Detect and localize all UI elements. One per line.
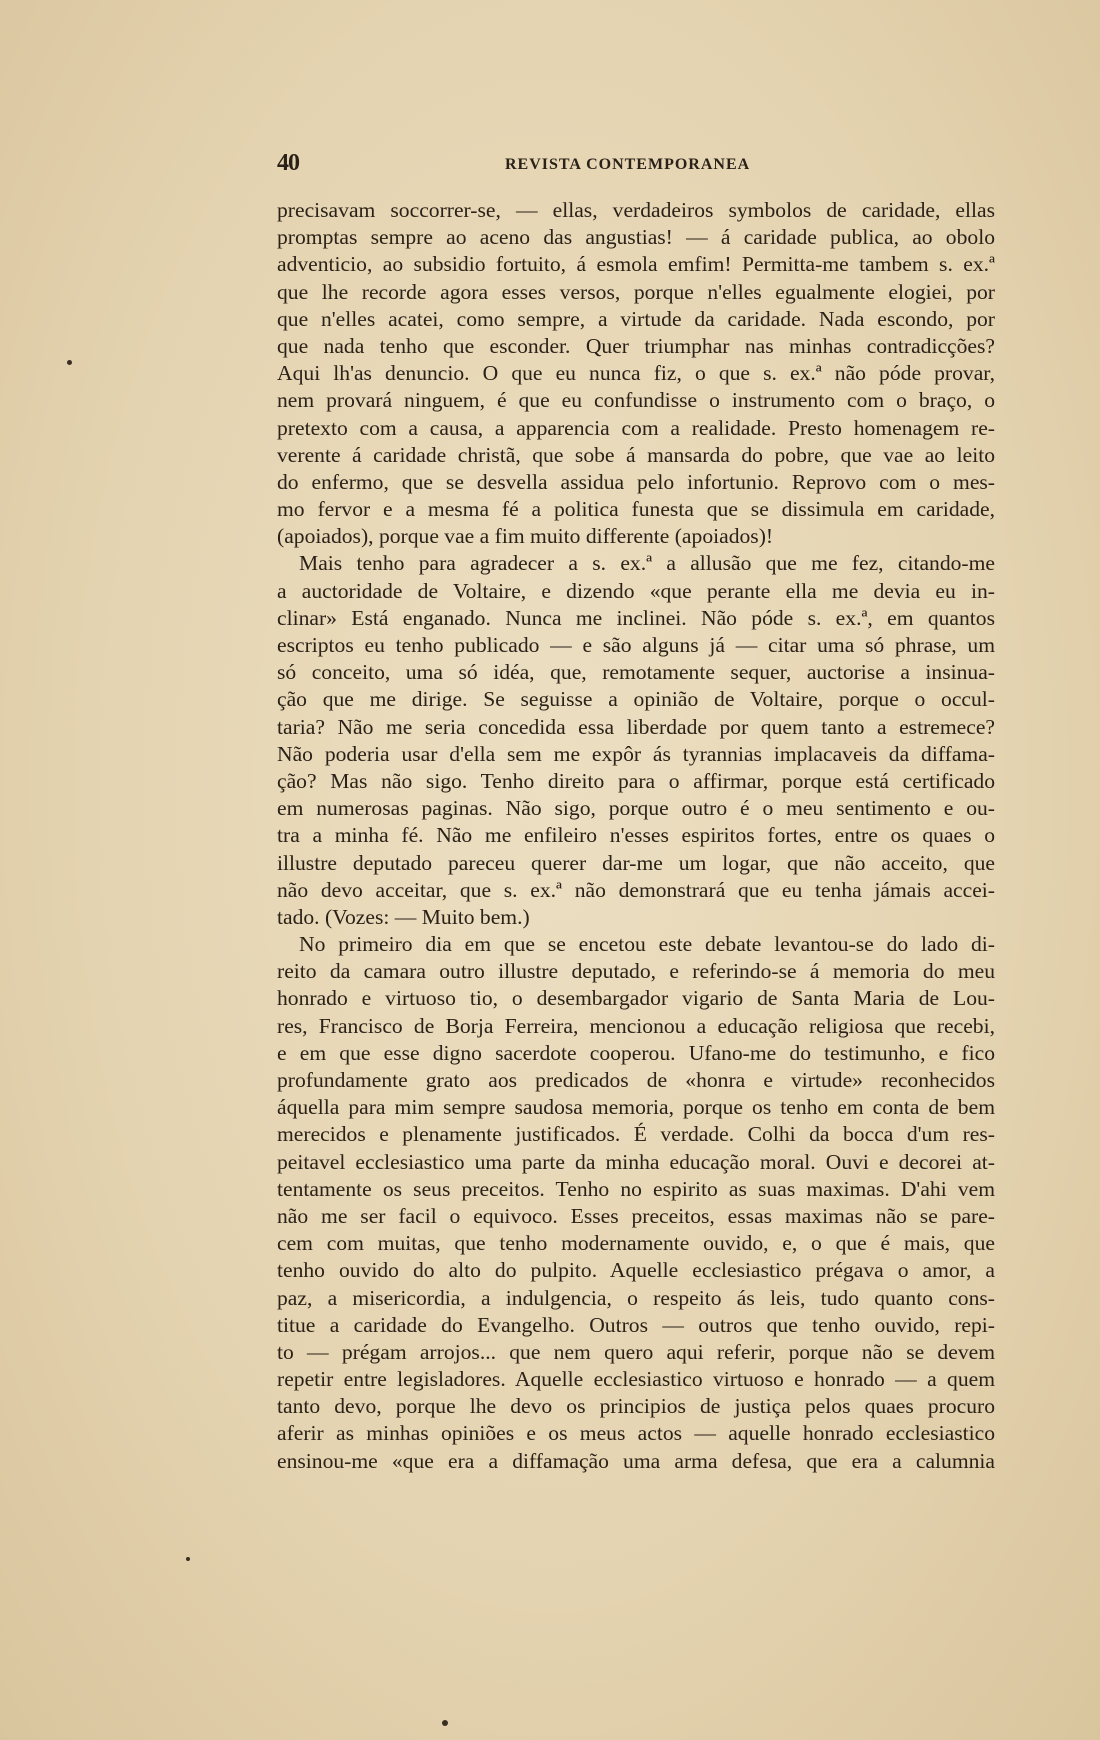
text-line: Não poderia usar d'ella sem me expôr ás tyrannias implacaveis da diffama- bbox=[277, 741, 995, 766]
text-line: honrado e virtuoso tio, o desembargador vigario de Santa Maria de Lou- bbox=[277, 986, 995, 1011]
text-line: escriptos eu tenho publicado — e são alguns já — citar uma só phrase, um bbox=[277, 633, 995, 657]
text-line: do enfermo, que se desvella assidua pelo infortunio. Reprovo com o mes- bbox=[277, 469, 995, 494]
text-line: adventicio, ao subsidio fortuito, á esmola emfim! Permitta-me tambem s. ex.ª bbox=[277, 252, 995, 277]
text-line: não devo acceitar, que s. ex.ª não demonstrará que eu tenha jámais accei- bbox=[277, 877, 995, 902]
text-line: áquella para mim sempre saudosa memoria, porque os tenho em conta de bem bbox=[277, 1095, 995, 1120]
text-line: Aqui lh'as denuncio. O que eu nunca fiz, o que s. ex.ª não póde provar, bbox=[277, 361, 995, 386]
text-line: em numerosas paginas. Não sigo, porque outro é o meu sentimento e ou- bbox=[277, 796, 995, 821]
text-line: taria? Não me seria concedida essa liberdade por quem tanto a estremece? bbox=[277, 714, 995, 739]
page-header bbox=[277, 150, 997, 180]
print-speck bbox=[186, 1557, 190, 1561]
text-line: promptas sempre ao aceno das angustias! — á caridade publica, ao obolo bbox=[277, 225, 995, 250]
text-line: merecidos e plenamente justificados. É verdade. Colhi da bocca d'um res- bbox=[277, 1122, 995, 1147]
text-line: tanto devo, porque lhe devo os principios de justiça pelos quaes procuro bbox=[277, 1394, 995, 1419]
text-line: No primeiro dia em que se encetou este debate levantou-se do lado di- bbox=[299, 932, 995, 957]
text-line: aferir as minhas opiniões e os meus actos — aquelle honrado ecclesiastico bbox=[277, 1421, 995, 1446]
text-line: ção que me dirige. Se seguisse a opinião de Voltaire, porque o occul- bbox=[277, 687, 995, 712]
running-title: REVISTA CONTEMPORANEA bbox=[505, 156, 751, 173]
text-line: clinar» Está enganado. Nunca me inclinei. Não póde s. ex.ª, em quantos bbox=[277, 605, 995, 630]
text-line: ção? Mas não sigo. Tenho direito para o affirmar, porque está certificado bbox=[277, 768, 995, 793]
text-line: to — prégam arrojos... que nem quero aqui referir, porque não se devem bbox=[277, 1339, 995, 1364]
text-line: ensinou-me «que era a diffamação uma arma defesa, que era a calumnia bbox=[277, 1448, 995, 1473]
text-line: que nada tenho que esconder. Quer triumphar nas minhas contradicções? bbox=[277, 333, 995, 358]
text-line: res, Francisco de Borja Ferreira, mencionou a educação religiosa que recebi, bbox=[277, 1013, 995, 1038]
text-line: cem com muitas, que tenho modernamente ouvido, e, o que é mais, que bbox=[277, 1231, 995, 1256]
text-line: peitavel ecclesiastico uma parte da minha educação moral. Ouvi e decorei at- bbox=[277, 1149, 995, 1174]
text-line: titue a caridade do Evangelho. Outros — outros que tenho ouvido, repi- bbox=[277, 1312, 995, 1337]
text-line: pretexto com a causa, a apparencia com a realidade. Presto homenagem re- bbox=[277, 415, 995, 440]
text-line: tentamente os seus preceitos. Tenho no espirito as suas maximas. D'ahi vem bbox=[277, 1176, 995, 1201]
text-line: paz, a misericordia, a indulgencia, o respeito ás leis, tudo quanto cons- bbox=[277, 1285, 995, 1310]
text-line: tado. (Vozes: — Muito bem.) bbox=[277, 904, 530, 929]
text-line: não me ser facil o equivoco. Esses preceitos, essas maximas não se pare- bbox=[277, 1203, 995, 1228]
print-speck bbox=[442, 1720, 448, 1726]
text-line: precisavam soccorrer-se, — ellas, verdadeiros symbolos de caridade, ellas bbox=[277, 198, 995, 222]
text-line: só conceito, uma só idéa, que, remotamente sequer, auctorise a insinua- bbox=[277, 660, 995, 685]
text-line: (apoiados), porque vae a fim muito differente (apoiados)! bbox=[277, 524, 774, 549]
text-line: a auctoridade de Voltaire, e dizendo «que perante ella me devia eu in- bbox=[277, 578, 995, 603]
print-speck bbox=[67, 360, 72, 365]
text-line: Mais tenho para agradecer a s. ex.ª a allusão que me fez, citando-me bbox=[299, 551, 995, 576]
page-number: 40 bbox=[277, 150, 299, 176]
text-line: reito da camara outro illustre deputado, e referindo-se á memoria do meu bbox=[277, 959, 995, 984]
text-line: que n'elles acatei, como sempre, a virtude da caridade. Nada escondo, por bbox=[277, 306, 995, 331]
text-line: verente á caridade christã, que sobe á mansarda do pobre, que vae ao leito bbox=[277, 442, 995, 467]
text-line: tra a minha fé. Não me enfileiro n'esses espiritos fortes, entre os quaes o bbox=[277, 823, 995, 848]
body-text bbox=[277, 197, 995, 1475]
text-line: repetir entre legisladores. Aquelle ecclesiastico virtuoso e honrado — a quem bbox=[277, 1367, 995, 1392]
text-line: que lhe recorde agora esses versos, porque n'elles egualmente elogiei, por bbox=[277, 279, 995, 304]
text-line: e em que esse digno sacerdote cooperou. Ufano-me do testimunho, e fico bbox=[277, 1040, 995, 1065]
text-line: illustre deputado pareceu querer dar-me um logar, que não acceito, que bbox=[277, 850, 995, 875]
text-line: tenho ouvido do alto do pulpito. Aquelle ecclesiastico prégava o amor, a bbox=[277, 1258, 995, 1283]
text-line: nem provará ninguem, é que eu confundisse o instrumento com o braço, o bbox=[277, 388, 995, 413]
text-line: mo fervor e a mesma fé a politica funesta que se dissimula em caridade, bbox=[277, 497, 995, 522]
text-line: profundamente grato aos predicados de «honra e virtude» reconhecidos bbox=[277, 1068, 995, 1092]
